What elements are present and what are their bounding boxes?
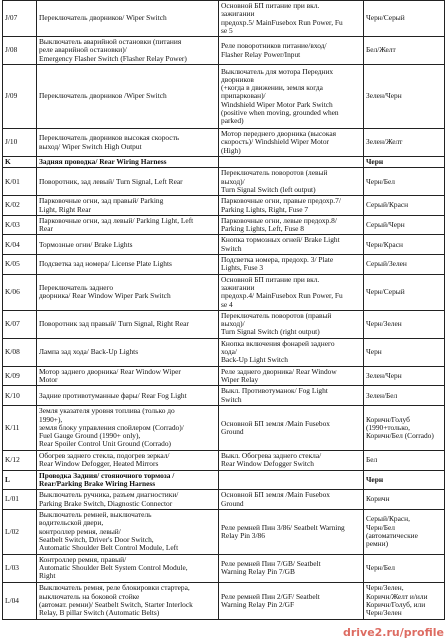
cell-desc	[37, 255, 219, 275]
cell-conn-text: Основной БП питание при вкл. зажигании предохр.4/ MainFusebox Run Power, Fu se 4	[221, 274, 343, 309]
cell-wire-text: Зелен/Бел	[366, 390, 398, 400]
table-row	[3, 215, 445, 235]
cell-wire	[364, 65, 445, 129]
cell-desc	[37, 129, 219, 157]
cell-wire-text: Черн/Зелен	[366, 319, 402, 329]
cell-wire	[364, 255, 445, 275]
table-row	[3, 310, 445, 338]
cell-desc-text: Выключатель ручника, разъем диагностики/ Parking Brake Switch, Diagnostic Connector	[39, 490, 179, 508]
table-row	[3, 129, 445, 157]
cell-desc-text: Контроллер ремня, правый/ Automatic Shoulder Belt System Control Module, Right	[39, 554, 188, 581]
cell-code-text: K/07	[5, 319, 20, 329]
wiring-table	[2, 0, 445, 620]
cell-code	[3, 1, 37, 37]
cell-wire-text: Черн	[366, 474, 384, 484]
cell-conn-text: Основной БП земля /Main Fusebox Ground	[221, 490, 331, 508]
cell-conn-text: Выкл. Обогрева заднего стекла/ Rear Window Defogger Switch	[221, 451, 322, 469]
cell-conn	[219, 65, 364, 129]
cell-conn-text: Реле ремней Пин 7/GB/ Seatbelt Warning Relay Pin 7/GB	[221, 559, 321, 577]
table-row	[3, 37, 445, 65]
cell-code	[3, 65, 37, 129]
cell-conn	[219, 554, 364, 582]
cell-code-text: K/03	[5, 220, 20, 229]
table-row	[3, 366, 445, 386]
cell-wire-text: Черн	[366, 347, 382, 357]
cell-wire-text: Зелен/Черн	[366, 91, 402, 101]
cell-wire	[364, 582, 445, 619]
cell-conn	[219, 1, 364, 37]
cell-desc	[37, 470, 219, 490]
cell-desc-text: Задние противотуманные фары/ Rear Fog Light	[39, 390, 187, 400]
cell-conn	[219, 196, 364, 216]
cell-conn-text: Подсветка номера, предохр. 3/ Plate Lights, Fuse 3	[221, 255, 334, 273]
cell-code	[3, 215, 37, 235]
table-row	[3, 451, 445, 471]
cell-desc	[37, 196, 219, 216]
cell-wire	[364, 554, 445, 582]
cell-wire	[364, 366, 445, 386]
table-row	[3, 65, 445, 129]
cell-desc	[37, 509, 219, 554]
cell-wire	[364, 129, 445, 157]
cell-conn	[219, 470, 364, 490]
section-header-row	[3, 470, 445, 490]
cell-code	[3, 386, 37, 406]
table-row	[3, 386, 445, 406]
cell-code-text: K/04	[5, 239, 20, 249]
cell-code-text: K	[5, 156, 11, 166]
wiring-table-body	[3, 1, 445, 620]
cell-code-text: J/07	[5, 13, 18, 23]
cell-wire-text: Бел	[366, 455, 378, 465]
cell-conn-text: Основной БП земля /Main Fusebox Ground	[221, 418, 331, 437]
cell-code-text: J/10	[5, 137, 18, 147]
cell-wire-text: Черн/Зелен, Коричн/Желт и/или Коричн/Голуб, или Черн/Зелен	[366, 583, 428, 618]
cell-wire	[364, 37, 445, 65]
cell-wire-text: Зелен/Желт	[366, 137, 403, 147]
cell-desc	[37, 366, 219, 386]
cell-desc-text: Выключатель ремня, реле блокировки стартера, выключатель на боковой стойке (автомат. ремни)/ Seatbelt Switch, Starter Interlock Relay, B pillar Switch (Automatic Belts)	[39, 583, 193, 618]
cell-desc	[37, 310, 219, 338]
cell-code	[3, 451, 37, 471]
table-row	[3, 338, 445, 366]
cell-wire	[364, 451, 445, 471]
cell-code-text: L/02	[5, 526, 19, 536]
cell-code-text: L	[5, 474, 10, 484]
cell-code-text: L/01	[5, 494, 19, 504]
cell-code	[3, 274, 37, 310]
cell-desc-text: Переключатель дворников высокая скорость выход/ Wiper Switch High Output	[39, 133, 180, 151]
cell-conn	[219, 37, 364, 65]
cell-desc-text: Переключатель дворников/ Wiper Switch	[39, 13, 167, 23]
cell-wire-text: Коричн/Голуб (1990+только, Коричн/Бел (Corrado)	[366, 414, 434, 441]
cell-conn	[219, 168, 364, 196]
table-row	[3, 255, 445, 275]
cell-wire-text: Черн/Красн	[366, 239, 403, 249]
cell-desc	[37, 582, 219, 619]
cell-conn-text: Основной БП питание при вкл. зажигании предохр.5/ MainFusebox Run Power, Fu se 5	[221, 1, 343, 35]
cell-desc	[37, 235, 219, 255]
cell-code	[3, 129, 37, 157]
cell-desc-text: Лампа зад хода/ Back-Up Lights	[39, 347, 139, 357]
cell-code	[3, 338, 37, 366]
cell-wire	[364, 1, 445, 37]
cell-code-text: K/11	[5, 422, 20, 432]
cell-wire	[364, 156, 445, 167]
cell-wire	[364, 406, 445, 451]
table-row	[3, 490, 445, 510]
cell-wire	[364, 310, 445, 338]
cell-conn	[219, 274, 364, 310]
cell-desc-text: Переключатель дворников /Wiper Switch	[39, 91, 167, 101]
cell-conn	[219, 255, 364, 275]
cell-wire	[364, 274, 445, 310]
cell-code-text: L/03	[5, 563, 19, 573]
cell-desc-text: Мотор заднего дворника/ Rear Window Wiper Motor	[39, 366, 181, 385]
cell-wire-text: Серый/Зелен	[366, 259, 407, 269]
cell-wire	[364, 196, 445, 216]
cell-desc	[37, 1, 219, 37]
cell-wire	[364, 235, 445, 255]
cell-wire-text: Серый/Черн	[366, 220, 405, 229]
cell-code	[3, 509, 37, 554]
cell-conn-text: Реле ремней Пин 3/86/ Seatbelt Warning Relay Pin 3/86	[221, 522, 345, 540]
table-row	[3, 554, 445, 582]
cell-conn-text: Парковочные огни, левые предохр.8/ Parking Lights, Left, Fuse 8	[221, 215, 337, 234]
cell-desc-text: Парковочные огни, зад правый/ Parking Light, Right Rear	[39, 196, 164, 214]
cell-code	[3, 554, 37, 582]
cell-desc-text: Подсветка зад номера/ License Plate Lights	[39, 259, 172, 269]
cell-desc-text: Задняя проводка/ Rear Wiring Harness	[39, 156, 167, 166]
cell-desc	[37, 215, 219, 235]
section-header-row	[3, 156, 445, 167]
cell-code-text: K/12	[5, 455, 20, 465]
table-row	[3, 1, 445, 37]
cell-code	[3, 490, 37, 510]
cell-wire	[364, 490, 445, 510]
cell-conn	[219, 490, 364, 510]
cell-desc-text: Выключатель аварийной остановки (питания реле аварийной остановки)/ Emergency Flasher Switch (Flasher Relay Power)	[39, 37, 187, 63]
cell-desc	[37, 168, 219, 196]
cell-desc	[37, 386, 219, 406]
table-row	[3, 509, 445, 554]
cell-conn-text: Переключатель поворотов (левый выход)/ Turn Signal Switch (left output)	[221, 168, 328, 194]
cell-conn	[219, 406, 364, 451]
cell-code-text: K/01	[5, 176, 20, 186]
cell-desc	[37, 406, 219, 451]
cell-wire-text: Черн/Серый	[366, 13, 405, 23]
cell-code-text: L/04	[5, 595, 19, 605]
cell-code	[3, 168, 37, 196]
cell-code-text: K/06	[5, 287, 20, 297]
cell-conn-text: Переключатель поворотов (правый выход)/ Turn Signal Switch (right output)	[221, 310, 332, 337]
cell-wire-text: Зелен/Черн	[366, 370, 402, 380]
cell-wire	[364, 338, 445, 366]
table-row	[3, 406, 445, 451]
cell-code-text: K/09	[5, 370, 20, 380]
table-row	[3, 196, 445, 216]
cell-code	[3, 582, 37, 619]
cell-wire	[364, 215, 445, 235]
table-row	[3, 582, 445, 619]
cell-desc-text: Выключатель ремней, выключатель водительской двери, контроллер ремня, левый/ Seatbelt Switch, Driver's Door Switch, Automatic Shoulder Belt Control Module, Left	[39, 510, 179, 553]
cell-conn-text: Выкл. Противотуманок/ Fog Light Switch	[221, 386, 328, 404]
cell-code-text: K/02	[5, 200, 20, 210]
cell-code	[3, 255, 37, 275]
cell-conn	[219, 386, 364, 406]
cell-desc	[37, 338, 219, 366]
cell-desc	[37, 274, 219, 310]
cell-desc-text: Обогрев заднего стекла, подогрев зеркал/ Rear Window Defogger, Heated Mirrors	[39, 451, 170, 469]
cell-code	[3, 406, 37, 451]
cell-code	[3, 156, 37, 167]
cell-conn	[219, 366, 364, 386]
watermark-logo: drive2.ru/profile	[342, 626, 444, 639]
cell-desc-text: Поворотник, зад левый/ Turn Signal, Left Rear	[39, 176, 183, 186]
cell-conn-text: Реле заднего дворника/ Rear Window Wiper Relay	[221, 366, 337, 385]
cell-desc-text: Земля указателя уровня топлива (только до 1990+), земля блоку управления спойлером (Corrado)/ Fuel Gauge Ground (1990+ only), Rear Spoiler Control Unit Ground (Corrado)	[39, 406, 184, 449]
cell-conn	[219, 582, 364, 619]
cell-desc	[37, 65, 219, 129]
table-row	[3, 274, 445, 310]
cell-desc-text: Переключатель заднего дворника/ Rear Window Wiper Park Switch	[39, 282, 171, 301]
cell-conn-text: Реле ремней Пин 2/GF/ Seatbelt Warning Relay Pin 2/GF	[221, 591, 320, 609]
table-row	[3, 235, 445, 255]
cell-code	[3, 366, 37, 386]
cell-code	[3, 470, 37, 490]
cell-code-text: K/05	[5, 259, 20, 269]
cell-conn-text: Парковочные огни, правые предохр.7/ Parking Lights, Right, Fuse 7	[221, 196, 341, 214]
cell-code	[3, 196, 37, 216]
cell-conn	[219, 338, 364, 366]
cell-code-text: J/09	[5, 91, 18, 101]
cell-desc-text: Проводка Задния/ стояночного тормоза / Rear/Parking Brake Wiring Harness	[39, 470, 175, 488]
cell-desc	[37, 451, 219, 471]
cell-conn-text: Кнопка включения фонарей заднего хода/ Back-Up Light Switch	[221, 338, 335, 365]
cell-wire-text: Серый/Красн, Черн/Бел (автоматические ремни)	[366, 514, 418, 549]
cell-conn	[219, 129, 364, 157]
cell-wire-text: Коричн	[366, 494, 390, 504]
cell-desc-text: Поворотник зад правый/ Turn Signal, Right Rear	[39, 319, 189, 329]
cell-conn	[219, 451, 364, 471]
cell-wire	[364, 509, 445, 554]
cell-wire-text: Черн/Бел	[366, 176, 395, 186]
cell-conn	[219, 215, 364, 235]
cell-code-text: K/08	[5, 347, 20, 357]
cell-code-text: J/08	[5, 45, 18, 55]
cell-wire-text: Серый/Красн	[366, 200, 409, 210]
cell-wire-text: Черн/Бел	[366, 563, 395, 573]
cell-wire	[364, 470, 445, 490]
cell-code	[3, 37, 37, 65]
cell-desc	[37, 156, 219, 167]
cell-conn	[219, 156, 364, 167]
cell-conn-text: Мотор переднего дворника (высокая скорость)/ Windshield Wiper Motor (High)	[221, 129, 337, 155]
cell-desc-text: Тормозные огни/ Brake Lights	[39, 239, 133, 249]
cell-conn	[219, 310, 364, 338]
cell-wire-text: Бел/Желт	[366, 45, 396, 55]
cell-wire-text: Черн	[366, 156, 384, 166]
cell-desc-text: Парковочные огни, зад левый/ Parking Light, Left Rear	[39, 215, 194, 234]
cell-conn	[219, 509, 364, 554]
cell-conn-text: Реле поворотников питание/вход/ Flasher Relay Power/Input	[221, 41, 327, 59]
cell-code	[3, 310, 37, 338]
cell-wire	[364, 168, 445, 196]
cell-desc	[37, 554, 219, 582]
cell-desc	[37, 37, 219, 65]
cell-conn	[219, 235, 364, 255]
cell-code-text: K/10	[5, 390, 20, 400]
cell-wire	[364, 386, 445, 406]
cell-wire-text: Черн/Серый	[366, 287, 405, 297]
cell-code	[3, 235, 37, 255]
cell-desc	[37, 490, 219, 510]
table-row	[3, 168, 445, 196]
cell-conn-text: Кнопка тормозных огней/ Brake Light Switch	[221, 235, 340, 253]
cell-conn-text: Выключатель для мотора Передних дворников (+когда в движении, земля когда припаркован)/ Windshield Wiper Motor Park Switch (positive when moving, grounded when parked)	[221, 66, 339, 126]
